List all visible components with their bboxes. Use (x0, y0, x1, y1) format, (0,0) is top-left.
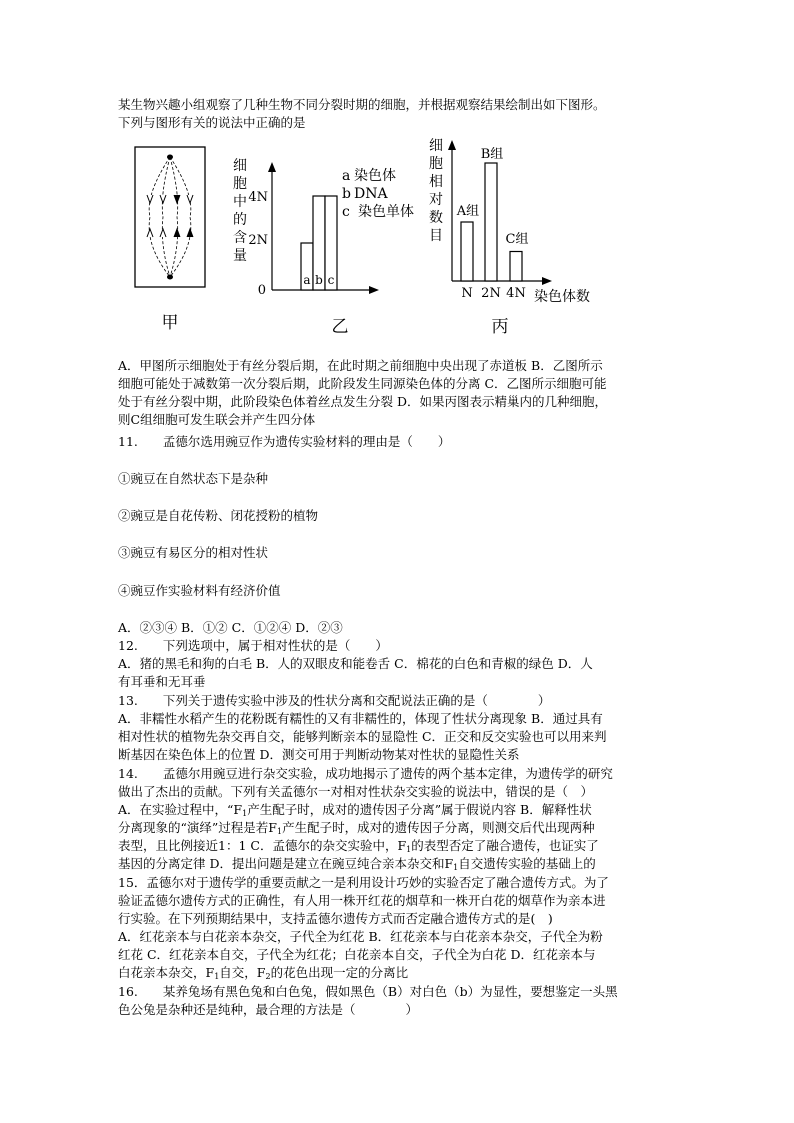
bing-group-b: B组 (480, 147, 504, 162)
q13-line: 相对性状的植物先杂交再自交，能够判断亲本的显隐性 C．正交和反交实验也可以用来判 (118, 729, 607, 744)
bing-xtick: 2N (481, 286, 501, 301)
yi-ylabel-char: 胞 (233, 176, 247, 192)
yi-ylabel-char: 细 (233, 158, 247, 174)
bing-xtick: 4N (506, 286, 526, 301)
bing-ylabel (429, 138, 443, 244)
intro-line-1: 某生物兴趣小组观察了几种生物不同分裂时期的细胞，并根据观察结果绘制出如下图形。 (118, 97, 606, 112)
option-line: 处于有丝分裂中期，此阶段染色体着丝点发生分裂 D．如果丙图表示精巢内的几种细胞， (118, 394, 607, 409)
spindle-fibers (149, 157, 191, 277)
q13-stem: 13. 下列关于遗传实验中涉及的性状分离和交配说法正确的是（ ） (118, 693, 551, 708)
bing-y-arrow (448, 140, 456, 150)
q11-stem: 11. 孟德尔选用豌豆作为遗传实验材料的理由是（ ） (118, 434, 451, 449)
q13-line: 断基因在染色体上的位置 D．测交可用于判断动物某对性状的显隐性关系 (118, 747, 520, 762)
q15-line: 白花亲本杂交，$F_1$自交，$F_2$的花色出现一定的分离比 (118, 965, 409, 981)
yi-legend-letter: b (342, 186, 351, 202)
bing-bar-N (461, 222, 473, 281)
bing-ylabel-char: 数 (429, 210, 443, 226)
chromosomes-top (147, 195, 193, 203)
yi-ylabel (233, 158, 247, 264)
cell-outline (135, 147, 205, 287)
bing-x-arrow (542, 277, 552, 285)
yi-ylabel-char: 含 (233, 230, 247, 246)
q11-item: ④豌豆作实验材料有经济价值 (118, 583, 281, 598)
yi-legend-text: DNA (354, 186, 388, 202)
q15-line: A．红花亲本与白花亲本杂交，子代全为红花 B．红花亲本与白花亲本杂交，子代全为粉 (118, 929, 603, 944)
bing-ylabel-char: 细 (429, 138, 443, 154)
bing-group-c: C组 (505, 232, 529, 247)
q12-stem: 12. 下列选项中，属于相对性状的是（ ） (118, 638, 388, 653)
figure-bing-label: 丙 (491, 317, 509, 337)
bing-group-a: A组 (456, 204, 480, 219)
yi-ylabel-char: 中 (233, 194, 247, 210)
yi-legend-letter: a (342, 168, 351, 184)
yi-y-arrow (268, 162, 276, 172)
yi-legend-letter: c (342, 204, 350, 220)
q14-line: 做出了杰出的贡献。下列有关孟德尔一对相对性状杂交实验的说法中，错误的是（ ） (118, 784, 594, 799)
yi-tick-0: 0 (257, 283, 266, 298)
bing-bars (461, 163, 522, 281)
intro-line-2: 下列与图形有关的说法中正确的是 (118, 115, 306, 130)
yi-ylabel-char: 量 (233, 248, 247, 264)
q12-line: 有耳垂和无耳垂 (118, 674, 206, 689)
yi-tick-2n: 2N (248, 233, 268, 248)
yi-legend (342, 167, 414, 220)
q15-line: 行实验。在下列预期结果中，支持孟德尔遗传方式而否定融合遗传方式的是( ) (118, 911, 553, 926)
yi-tick-4n: 4N (248, 190, 268, 205)
q12-line: A．猪的黑毛和狗的白毛 B．人的双眼皮和能卷舌 C．棉花的白色和青椒的绿色 D．人 (118, 656, 593, 671)
q14-line: 14. 孟德尔用豌豆进行杂交实验，成功地揭示了遗传的两个基本定律，为遗传学的研究 (118, 766, 613, 781)
bing-xlabel: 染色体数 (534, 289, 590, 305)
figure-jia-label: 甲 (161, 313, 179, 333)
yi-x-arrow (369, 286, 379, 294)
bing-bar-2N (485, 163, 497, 281)
q16-line: 色公兔是杂种还是纯种，最合理的方法是（ ） (118, 1002, 419, 1017)
figure-yi (228, 152, 428, 337)
yi-ylabel-char: 的 (233, 212, 247, 228)
option-line: 细胞可能处于减数第一次分裂后期，此阶段发生同源染色体的分离 C．乙图所示细胞可能 (118, 376, 607, 391)
option-line: 则C组细胞可发生联会并产生四分体 (118, 412, 316, 427)
bing-bar-4N (510, 252, 522, 282)
q15-line: 15．孟德尔对于遗传学的重要贡献之一是利用设计巧妙的实验否定了融合遗传方式。为了 (118, 875, 609, 890)
q15-line: 红花 C．红花亲本自交，子代全为红花；白花亲本自交，子代全为白花 D．红花亲本与 (118, 947, 596, 962)
q14-line: 表型，且比例接近1：1 C．孟德尔的杂交实验中，$F_1$的表型否定了融合遗传，也证实了 (118, 838, 599, 854)
bing-ylabel-char: 相 (429, 174, 443, 190)
figure-bing (424, 132, 624, 337)
q11-item: ②豌豆是自花传粉、闭花授粉的植物 (118, 508, 319, 523)
bing-ylabel-char: 目 (429, 228, 443, 244)
figure-jia (130, 145, 210, 335)
bing-ylabel-char: 胞 (429, 156, 443, 172)
q14-line: 分离现象的“演绎”过程是若$F_1$产生配子时，成对的遗传因子分离，则测交后代出现两种 (118, 820, 595, 836)
bing-ylabel-char: 对 (429, 192, 443, 208)
yi-bar-letter: c (327, 273, 335, 287)
q11-item: ①豌豆在自然状态下是杂种 (118, 471, 269, 486)
yi-bar-letter: b (315, 273, 323, 287)
q16-line: 16. 某养兔场有黑色兔和白色兔，假如黑色（B）对白色（b）为显性，要想鉴定一头黑 (118, 984, 618, 999)
q15-line: 验证孟德尔遗传方式的正确性，有人用一株开红花的烟草和一株开白花的烟草作为亲本进 (118, 893, 606, 908)
chromosomes-bottom (147, 229, 193, 237)
q11-options: A．②③④ B．①② C．①②④ D．②③ (118, 620, 343, 635)
yi-legend-text: 染色体 (354, 168, 396, 184)
option-line: A．甲图所示细胞处于有丝分裂后期，在此时期之前细胞中央出现了赤道板 B．乙图所示 (118, 358, 603, 373)
yi-bar-letter: a (303, 273, 311, 287)
q14-line: A．在实验过程中，“$F_1$产生配子时，成对的遗传因子分离”属于假说内容 B．解释性状 (118, 802, 592, 818)
yi-legend-text: 染色单体 (358, 204, 414, 220)
figure-yi-label: 乙 (331, 317, 349, 337)
q14-line: 基因的分离定律 D．提出问题是建立在豌豆纯合亲本杂交和$F_1$自交遗传实验的基础上的 (118, 856, 596, 872)
bing-xtick: N (461, 286, 473, 301)
q13-line: A．非糯性水稻产生的花粉既有糯性的又有非糯性的，体现了性状分离现象 B．通过具有 (118, 711, 603, 726)
q11-item: ③豌豆有易区分的相对性状 (118, 545, 269, 560)
